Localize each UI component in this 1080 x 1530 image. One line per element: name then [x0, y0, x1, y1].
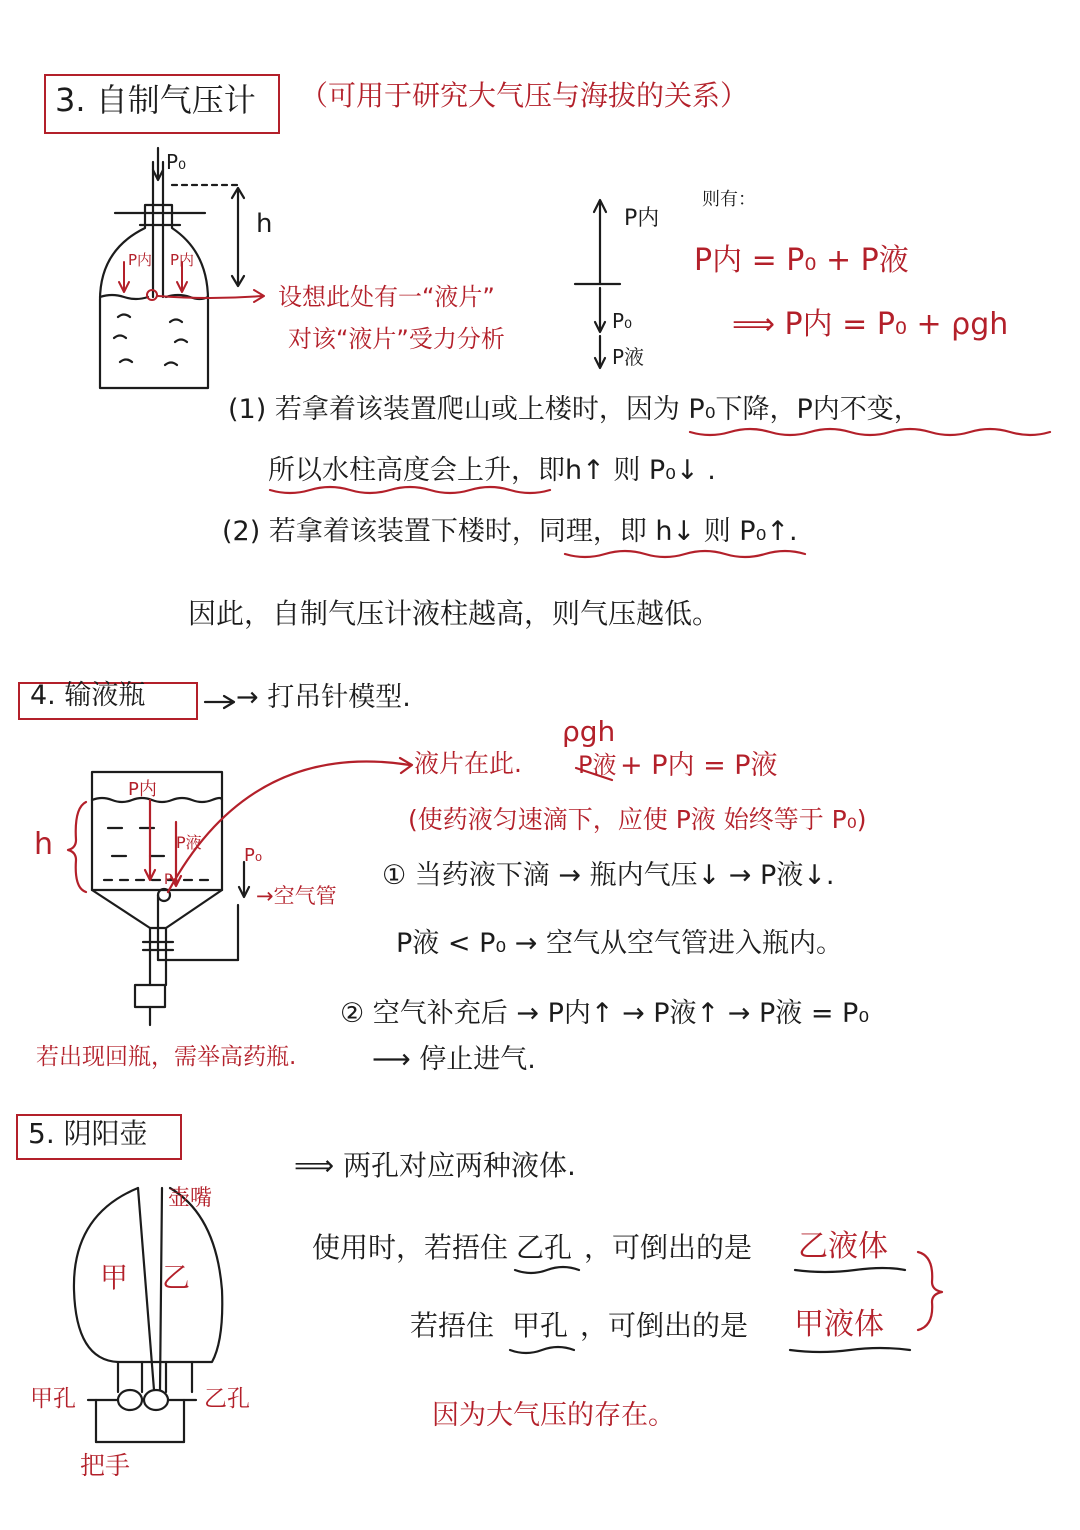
- force-up-label: P内: [624, 206, 660, 231]
- case1-line-a: (1) 若拿着该装置爬山或上楼时，因为 P₀下降，P内不变，: [228, 394, 921, 425]
- iv-bottom-note: 若出现回瓶，需举高药瓶.: [36, 1044, 297, 1070]
- liquid-slice-note-1: 设想此处有一“液片”: [278, 283, 495, 311]
- then-label: 则有：: [702, 189, 756, 210]
- iv-pin-label: P内: [128, 779, 157, 800]
- iv-bottle-figure: [92, 772, 249, 1025]
- pot-jia-label: 甲: [100, 1261, 129, 1294]
- section3-title: 3. 自制气压计: [55, 81, 256, 119]
- use1-result: 乙液体: [798, 1229, 888, 1264]
- force-diagram: [575, 200, 620, 368]
- jia-hole-label: 甲孔: [30, 1386, 76, 1412]
- use2-result: 甲液体: [794, 1307, 884, 1342]
- two-holes-line: ⟹ 两孔对应两种液体.: [294, 1149, 576, 1182]
- iv-p0-label: P₀: [244, 845, 263, 866]
- pressure-reason: 因为大气压的存在。: [432, 1400, 675, 1431]
- fig-p0-label: P₀: [166, 150, 187, 174]
- fig-h-label: h: [256, 209, 273, 239]
- section4-model: → 打吊针模型.: [236, 682, 411, 713]
- use1-hole: 乙孔: [516, 1231, 573, 1264]
- equation-struck-term: P液: [578, 751, 617, 779]
- liquid-slice-note-2: 对该“液片”受力分析: [288, 325, 505, 353]
- force-down1-label: P₀: [612, 309, 633, 333]
- section3-conclusion: 因此，自制气压计液柱越高，则气压越低。: [188, 597, 721, 630]
- iv-step1b: P液 < P₀ → 空气从空气管进入瓶内。: [396, 928, 843, 959]
- iv-text-arrows: [205, 696, 234, 708]
- use2-middle: ，可倒出的是: [580, 1309, 749, 1342]
- air-tube-label: →空气管: [256, 884, 337, 908]
- iv-condition: (使药液匀速滴下，应使 P液 始终等于 P₀): [408, 805, 867, 834]
- fig-pin-left: P内: [128, 251, 153, 269]
- section5-title: 5. 阴阳壶: [28, 1117, 148, 1150]
- use2-prefix: 若捂住: [410, 1309, 495, 1342]
- pot-figure: [74, 1188, 222, 1442]
- iv-h-label: h: [34, 827, 54, 862]
- pot-spout-label: 壶嘴: [168, 1186, 213, 1211]
- section5-brace: [918, 1252, 942, 1330]
- yi-hole-label: 乙孔: [204, 1386, 250, 1412]
- rgh-label: ρgh: [562, 715, 616, 748]
- case2-line: (2) 若拿着该装置下楼时，同理，即 h↓ 则 P₀↑.: [222, 516, 798, 547]
- fig-pin-right: P内: [170, 251, 195, 269]
- use1-middle: ，可倒出的是: [584, 1231, 753, 1264]
- iv-step2b: ⟶ 停止进气.: [372, 1044, 536, 1075]
- use1-prefix: 使用时，若捂住: [312, 1231, 509, 1264]
- use2-hole: 甲孔: [512, 1309, 569, 1342]
- iv-step2: ② 空气补充后 → P内↑ → P液↑ → P液 = P₀: [340, 998, 870, 1029]
- section3-subtitle: （可用于研究大气压与海拔的关系）: [300, 79, 749, 112]
- iv-step1: ① 当药液下滴 → 瓶内气压↓ → P液↓.: [382, 860, 835, 891]
- equation-1: P内 = P₀ + P液: [694, 243, 909, 278]
- iv-p0-small-label: P₀: [164, 872, 179, 888]
- case1-line-b: 所以水柱高度会上升，即h↑ 则 P₀↓ .: [268, 455, 716, 486]
- force-down2-label: P液: [612, 345, 645, 369]
- iv-pliquid-label: P液: [176, 833, 202, 852]
- pot-yi-label: 乙: [162, 1261, 191, 1294]
- equation-iv: + P内 = P液: [620, 750, 778, 781]
- equation-2: ⟹ P内 = P₀ + ρgh: [732, 307, 1009, 342]
- section4-title: 4. 输液瓶: [30, 680, 146, 711]
- liquid-slice-here: 液片在此.: [414, 749, 522, 778]
- pot-handle-label: 把手: [80, 1451, 131, 1480]
